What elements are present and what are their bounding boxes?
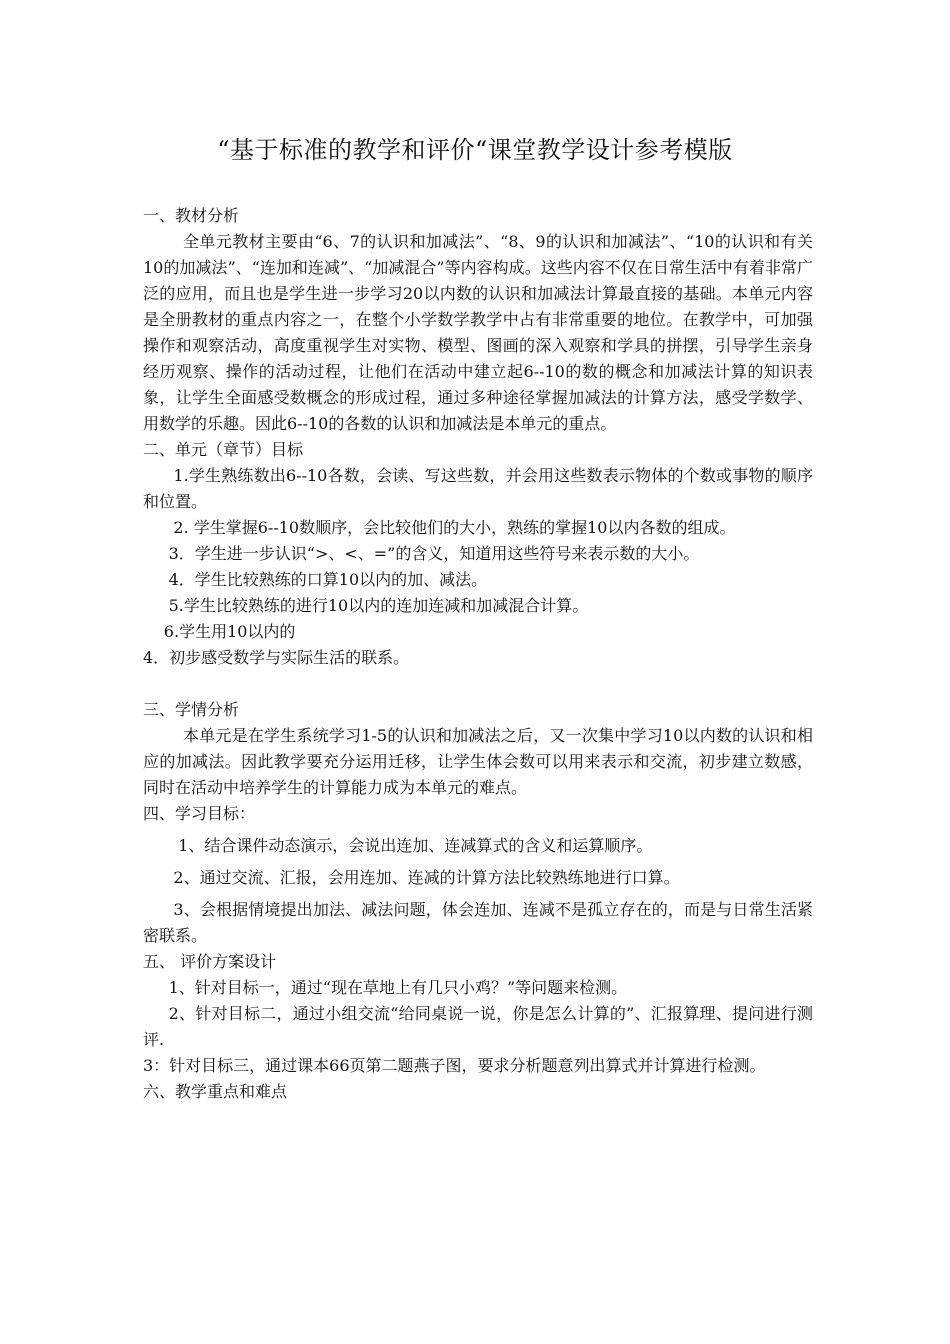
material-analysis-paragraph: 全单元教材主要由“6、7的认识和加减法”、“8、9的认识和加减法”、“10的认识和有关10的加减法”、“连加和连减”、“加减混合”等内容构成。这些内容不仅在日常生活中有着非常广泛的应用，而且也是学生进一步学习20以内数的认识和加减法计算最直接的基础。本单元内容是全册教材的重点内容之一，在整个小学数学教学中占有非常重要的地位。在教学中，可加强操作和观察活动，高度重视学生对实物、模型、图画的深入观察和学具的拼摆，引导学生亲身经历观察、操作的活动过程，让他们在活动中建立起6--10的数的概念和加减法计算的知识表象，让学生全面感受数概念的形成过程，通过多种途径掌握加减法的计算方法，感受学数学、用数学的乐趣。因此6--10的各数的认识和加减法是本单元的重点。	[143, 232, 813, 433]
unit-goal-item: 3．学生进一步认识“>、<、=”的含义，知道用这些符号来表示数的大小。	[168, 544, 700, 563]
learning-objective-item: 2、通过交流、汇报，会用连加、连减的计算方法比较熟练地进行口算。	[173, 868, 680, 887]
learning-objective-item: 3、会根据情境提出加法、减法问题，体会连加、连减不是孤立存在的，而是与日常生活紧密联系。	[143, 900, 813, 945]
learning-objective-item: 1、结合课件动态演示，会说出连加、连减算式的含义和运算顺序。	[178, 836, 653, 855]
section-heading-material-analysis: 一、教材分析	[143, 206, 240, 225]
unit-goal-item: 2. 学生掌握6--10数顺序，会比较他们的大小，熟练的掌握10以内各数的组成。	[173, 518, 736, 537]
assessment-item: 1、针对目标一，通过“现在草地上有几只小鸡？”等问题来检测。	[168, 978, 628, 997]
document-body	[143, 203, 813, 1105]
learner-analysis-paragraph: 本单元是在学生系统学习1-5的认识和加减法之后，又一次集中学习10以内数的认识和相应的加减法。因此教学要充分运用迁移，让学生体会数可以用来表示和交流，初步建立数感，同时在活动中培养学生的计算能力成为本单元的难点。	[143, 726, 813, 797]
section-heading-assessment-plan: 五、 评价方案设计	[143, 952, 277, 971]
unit-goal-item: 4．学生比较熟练的口算10以内的加、减法。	[168, 570, 488, 589]
unit-goal-item: 5.学生比较熟练的进行10以内的连加连减和加减混合计算。	[168, 596, 589, 615]
unit-goal-item: 1.学生熟练数出6--10各数，会读、写这些数，并会用这些数表示物体的个数或事物的顺序和位置。	[143, 466, 813, 511]
unit-goal-item: 4．初步感受数学与实际生活的联系。	[143, 648, 410, 667]
section-heading-learner-analysis: 三、学情分析	[143, 700, 240, 719]
document-title: “基于标准的教学和评价“课堂教学设计参考模版	[217, 136, 733, 164]
section-heading-unit-goals: 二、单元（章节）目标	[143, 440, 304, 459]
unit-goal-item: 6.学生用10以内的	[163, 622, 296, 641]
section-heading-key-points: 六、教学重点和难点	[143, 1082, 288, 1101]
assessment-item: 2、针对目标二，通过小组交流“给同桌说一说，你是怎么计算的”、汇报算理、提问进行测评.	[143, 1004, 813, 1049]
section-heading-learning-objectives: 四、学习目标：	[143, 804, 256, 823]
assessment-item: 3：针对目标三，通过课本66页第二题燕子图，要求分析题意列出算式并计算进行检测。	[143, 1056, 766, 1075]
